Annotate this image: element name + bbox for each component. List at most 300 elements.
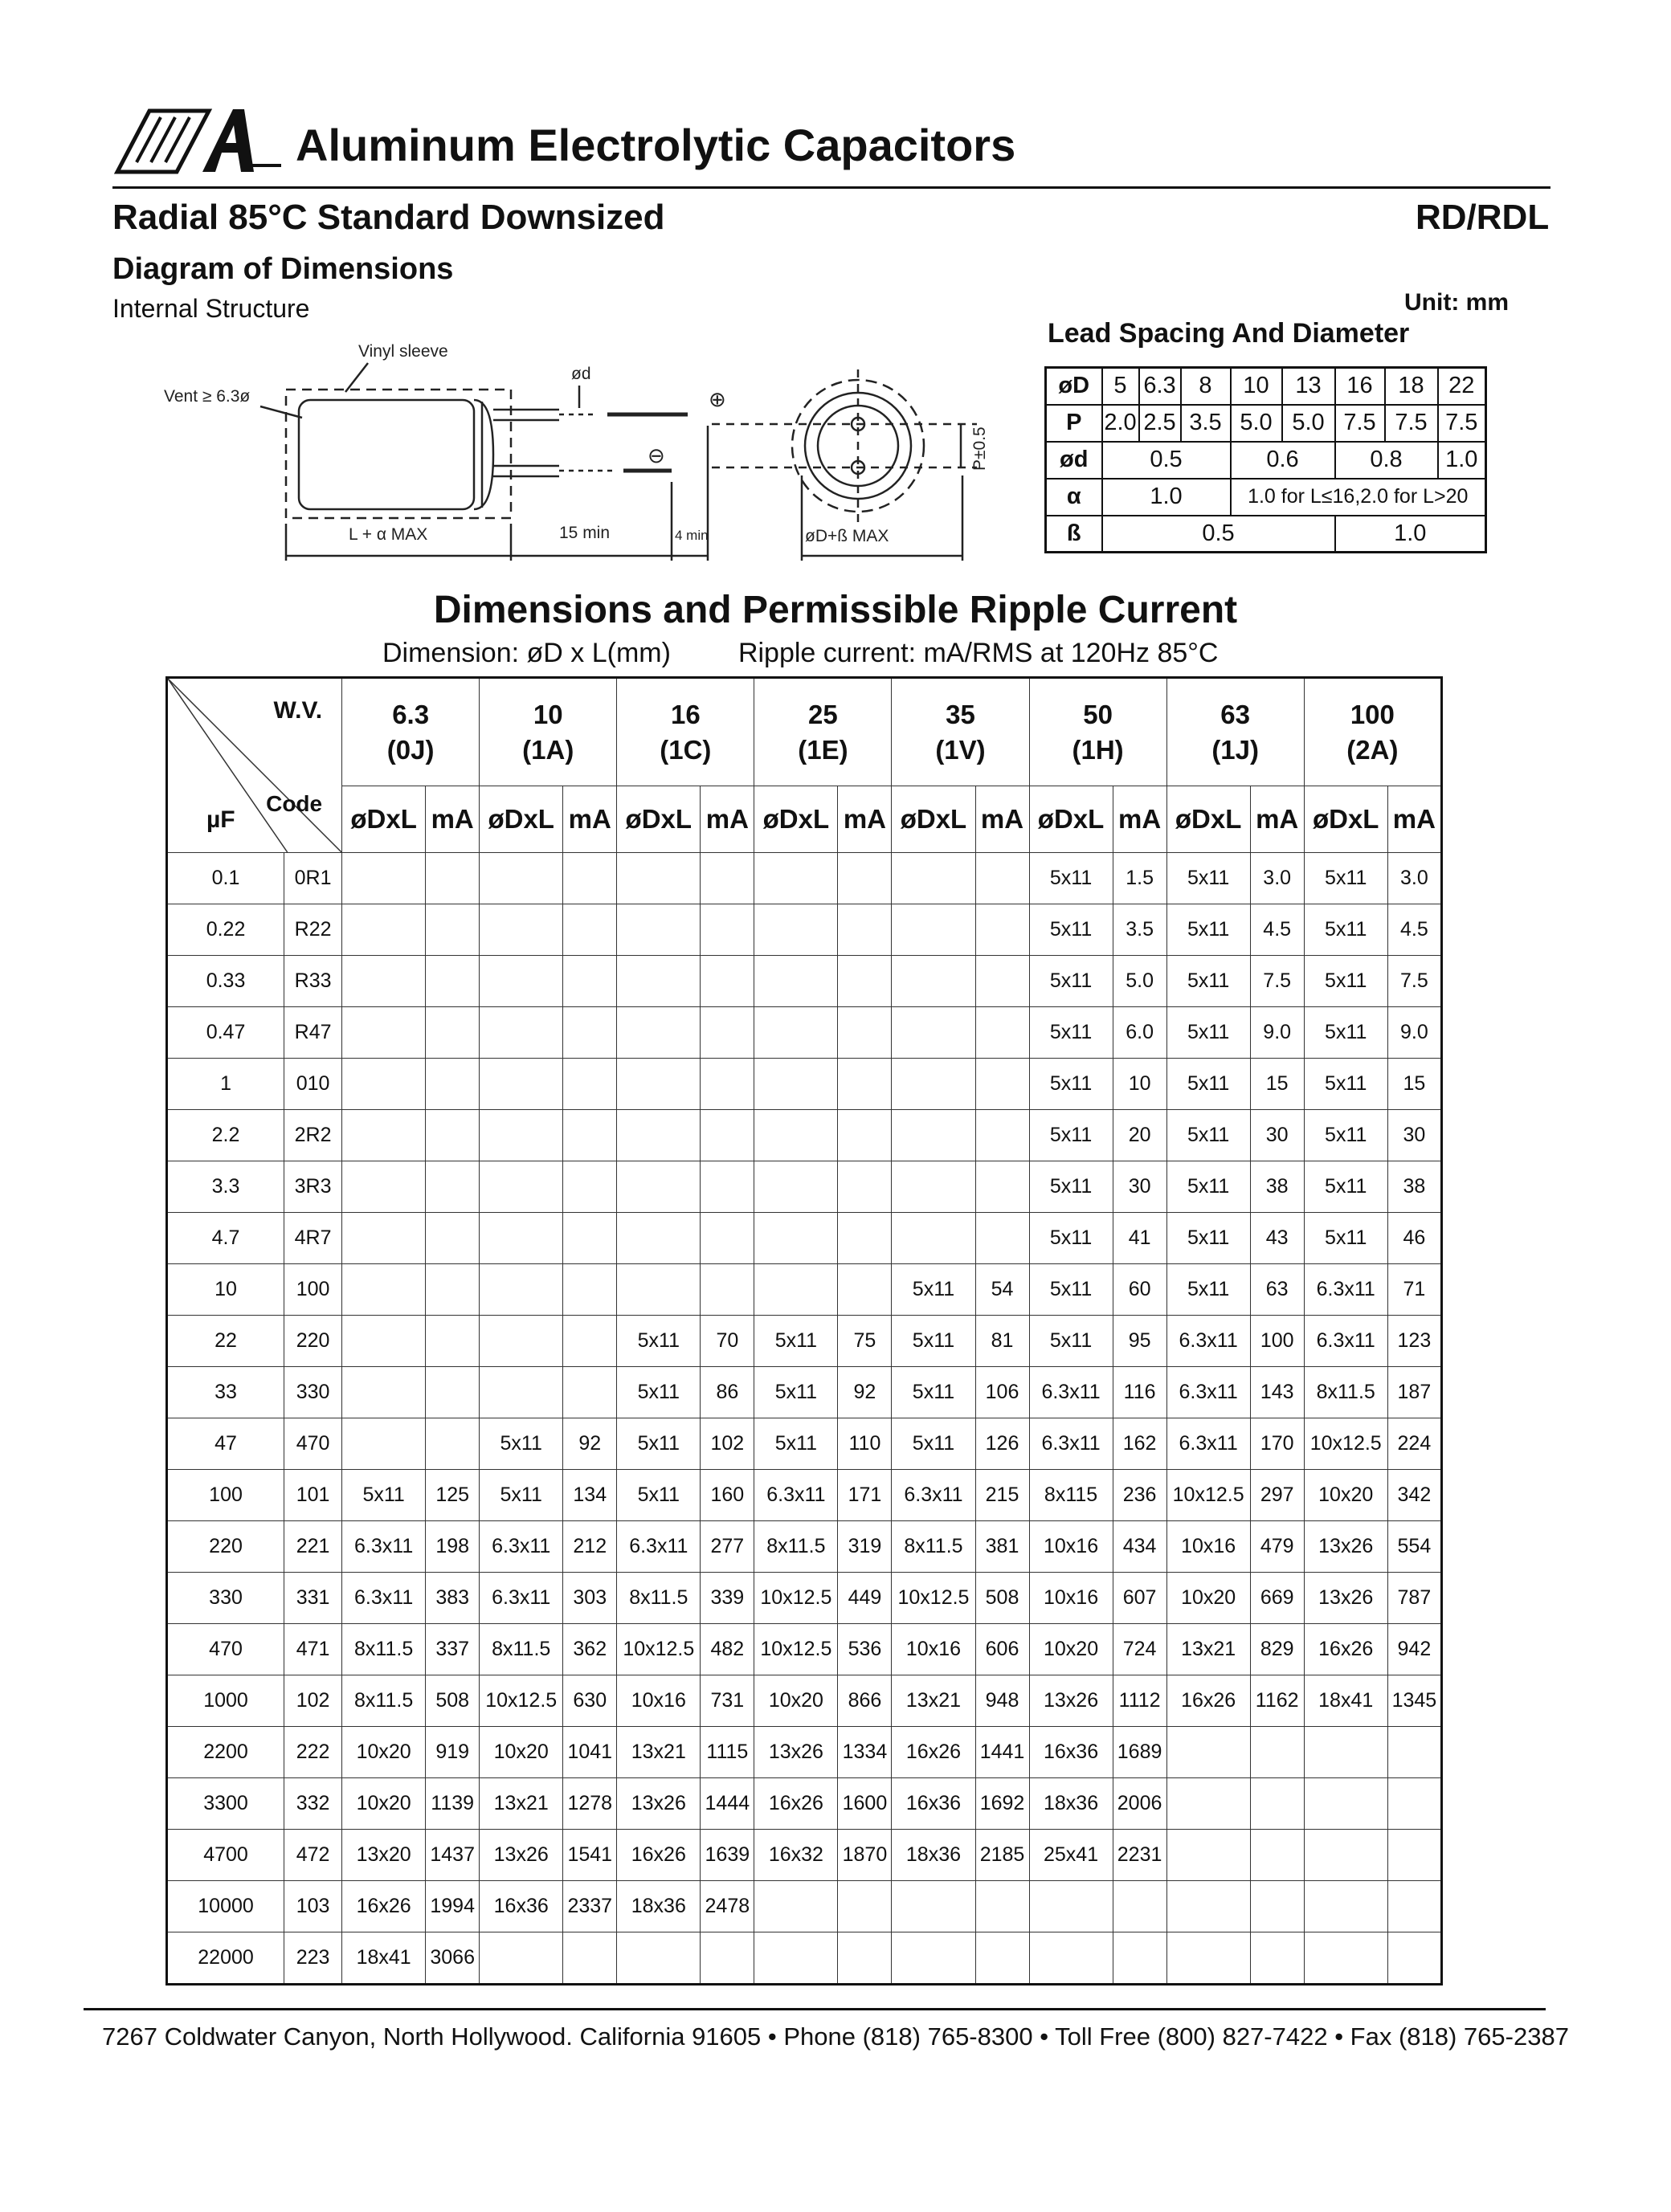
ripple-cell: 75 xyxy=(838,1316,892,1367)
capacitance-cell: 2.2 xyxy=(167,1110,284,1161)
dimension-cell: 13x26 xyxy=(480,1830,563,1881)
ripple-cell xyxy=(701,1161,754,1213)
lead-spacing-table xyxy=(1044,366,1487,553)
subheader-row xyxy=(167,786,1442,853)
ripple-cell xyxy=(426,1110,480,1161)
ripple-cell xyxy=(563,1932,617,1985)
dimension-cell xyxy=(892,1881,975,1932)
dimension-cell: 16x26 xyxy=(1304,1624,1387,1675)
dimension-cell xyxy=(754,853,838,904)
dimension-cell: 13x20 xyxy=(342,1830,426,1881)
capacitance-cell: 330 xyxy=(167,1573,284,1624)
table-row xyxy=(167,1573,1442,1624)
table-row xyxy=(167,1161,1442,1213)
dimension-cell: 10x16 xyxy=(892,1624,975,1675)
footer-address: 7267 Coldwater Canyon, North Hollywood. California 91605 • Phone (818) 765-8300 • Toll Free (800) 827-7422 • Fax (818) 765-2387 xyxy=(102,2022,1569,2051)
dimension-cell: 10x16 xyxy=(1029,1573,1113,1624)
dimension-cell: 6.3x11 xyxy=(480,1573,563,1624)
ma-subheader: mA xyxy=(1387,786,1441,853)
minus-terminal-icon: ⊖ xyxy=(648,443,665,467)
dimension-cell xyxy=(480,1059,563,1110)
table-row xyxy=(167,956,1442,1007)
capacitance-cell: 3300 xyxy=(167,1778,284,1830)
table-row xyxy=(167,904,1442,956)
dimension-cell: 16x26 xyxy=(754,1778,838,1830)
dimension-cell: 16x36 xyxy=(480,1881,563,1932)
dimension-cell: 18x36 xyxy=(617,1881,701,1932)
dimension-cell: 8x11.5 xyxy=(617,1573,701,1624)
ripple-cell xyxy=(701,1059,754,1110)
ripple-cell: 1162 xyxy=(1250,1675,1304,1727)
dimension-cell xyxy=(892,853,975,904)
dimension-cell: 13x21 xyxy=(617,1727,701,1778)
ripple-cell: 134 xyxy=(563,1470,617,1521)
ripple-cell: 787 xyxy=(1387,1573,1441,1624)
ripple-cell: 342 xyxy=(1387,1470,1441,1521)
capacitance-cell: 47 xyxy=(167,1418,284,1470)
ripple-cell: 4.5 xyxy=(1250,904,1304,956)
capacitance-cell: 0.1 xyxy=(167,853,284,904)
dimension-cell: 13x26 xyxy=(754,1727,838,1778)
dimension-cell xyxy=(892,1110,975,1161)
ripple-cell xyxy=(701,1932,754,1985)
ripple-cell: 381 xyxy=(975,1521,1029,1573)
ripple-cell: 215 xyxy=(975,1470,1029,1521)
corner-code-label: Code xyxy=(266,791,323,816)
ripple-cell xyxy=(563,1059,617,1110)
ripple-cell xyxy=(426,853,480,904)
ripple-cell: 126 xyxy=(975,1418,1029,1470)
code-cell: 101 xyxy=(284,1470,342,1521)
dimension-cell xyxy=(480,1367,563,1418)
lead-table-title: Lead Spacing And Diameter xyxy=(1048,318,1410,349)
dimension-cell: 18x36 xyxy=(892,1830,975,1881)
internal-structure-label: Internal Structure xyxy=(112,294,310,323)
ripple-cell xyxy=(701,853,754,904)
ripple-cell xyxy=(701,1007,754,1059)
lead-row-alpha xyxy=(1046,479,1486,516)
ripple-cell: 162 xyxy=(1113,1418,1166,1470)
ripple-cell: 1600 xyxy=(838,1778,892,1830)
ripple-cell: 1689 xyxy=(1113,1727,1166,1778)
dimension-cell: 5x11 xyxy=(1029,1059,1113,1110)
dimension-cell: 13x26 xyxy=(1029,1675,1113,1727)
ripple-cell: 70 xyxy=(701,1316,754,1367)
lead-row-label: ß xyxy=(1046,516,1102,553)
dimension-cell: 8x11.5 xyxy=(892,1521,975,1573)
ripple-cell: 125 xyxy=(426,1470,480,1521)
dimension-cell: 5x11 xyxy=(1029,1007,1113,1059)
dimension-cell xyxy=(754,904,838,956)
ripple-cell xyxy=(1250,1881,1304,1932)
lead-row-label: ød xyxy=(1046,442,1102,479)
dimension-cell: 5x11 xyxy=(754,1316,838,1367)
dimension-cell: 18x41 xyxy=(342,1932,426,1985)
header-rule xyxy=(112,186,1550,189)
dim-subheader: øDxL xyxy=(480,786,563,853)
page-title: Aluminum Electrolytic Capacitors xyxy=(296,120,1016,170)
dimension-cell xyxy=(617,1264,701,1316)
ripple-cell xyxy=(838,1264,892,1316)
ripple-cell: 100 xyxy=(1250,1316,1304,1367)
dimension-cell xyxy=(617,1059,701,1110)
voltage-code: (1E) xyxy=(798,734,848,765)
dimension-cell: 5x11 xyxy=(1304,1213,1387,1264)
lead-cell: 2.0 xyxy=(1102,405,1139,442)
lead-cell: 13 xyxy=(1282,368,1335,405)
capacitance-cell: 0.47 xyxy=(167,1007,284,1059)
voltage-header xyxy=(1029,678,1166,786)
ripple-cell: 508 xyxy=(426,1675,480,1727)
lead-row-label: α xyxy=(1046,479,1102,516)
lead-row-pitch xyxy=(1046,405,1486,442)
voltage-value: 63 xyxy=(1220,699,1251,729)
dimension-cell xyxy=(892,956,975,1007)
lead-cell: 16 xyxy=(1335,368,1385,405)
ripple-cell xyxy=(975,904,1029,956)
ripple-cell: 15 xyxy=(1387,1059,1441,1110)
lead-cell: 0.5 xyxy=(1102,516,1335,553)
lead-diameter-label: ød xyxy=(571,365,591,383)
ripple-cell: 2006 xyxy=(1113,1778,1166,1830)
dimension-cell xyxy=(617,1932,701,1985)
ma-subheader: mA xyxy=(975,786,1029,853)
ripple-cell xyxy=(838,1007,892,1059)
ripple-cell: 2231 xyxy=(1113,1830,1166,1881)
dimension-cell: 10x12.5 xyxy=(1166,1470,1250,1521)
dimension-cell xyxy=(754,1059,838,1110)
ripple-cell xyxy=(563,956,617,1007)
dimension-cell xyxy=(480,956,563,1007)
lead-cell: 7.5 xyxy=(1385,405,1438,442)
ripple-cell: 4.5 xyxy=(1387,904,1441,956)
voltage-value: 6.3 xyxy=(392,699,430,729)
ripple-cell: 482 xyxy=(701,1624,754,1675)
dimension-cell: 5x11 xyxy=(480,1470,563,1521)
table-row xyxy=(167,1316,1442,1367)
ripple-cell: 1994 xyxy=(426,1881,480,1932)
lead-cell: 6.3 xyxy=(1139,368,1181,405)
ripple-cell: 434 xyxy=(1113,1521,1166,1573)
dimension-cell: 6.3x11 xyxy=(1166,1367,1250,1418)
dimension-cell xyxy=(480,1213,563,1264)
ripple-cell: 15 xyxy=(1250,1059,1304,1110)
table-row xyxy=(167,1675,1442,1727)
ripple-cell xyxy=(563,1110,617,1161)
lead-row-diameter xyxy=(1046,368,1486,405)
ripple-cell: 1692 xyxy=(975,1778,1029,1830)
dimension-cell xyxy=(1166,1932,1250,1985)
voltage-code: (2A) xyxy=(1346,734,1399,765)
code-cell: 0R1 xyxy=(284,853,342,904)
code-cell: 330 xyxy=(284,1367,342,1418)
ripple-cell: 86 xyxy=(701,1367,754,1418)
dimension-cell: 8x11.5 xyxy=(754,1521,838,1573)
dimension-cell: 5x11 xyxy=(1166,1059,1250,1110)
ripple-cell: 3.0 xyxy=(1387,853,1441,904)
lead-cell: 5.0 xyxy=(1282,405,1335,442)
dimension-cell: 16x26 xyxy=(892,1727,975,1778)
dimension-cell: 5x11 xyxy=(1304,904,1387,956)
ripple-cell: 7.5 xyxy=(1250,956,1304,1007)
dimension-cell: 16x26 xyxy=(342,1881,426,1932)
voltage-code: (1V) xyxy=(935,734,986,765)
dimension-cell: 5x11 xyxy=(754,1418,838,1470)
dimension-cell xyxy=(754,1110,838,1161)
dimension-cell: 5x11 xyxy=(1304,1059,1387,1110)
dimension-cell: 5x11 xyxy=(754,1367,838,1418)
ripple-cell xyxy=(975,1932,1029,1985)
ripple-cell: 2478 xyxy=(701,1881,754,1932)
ripple-cell xyxy=(563,853,617,904)
voltage-header xyxy=(892,678,1029,786)
dimension-cell: 5x11 xyxy=(1304,1110,1387,1161)
voltage-code: (0J) xyxy=(386,734,435,765)
dimension-cell: 10x16 xyxy=(617,1675,701,1727)
ripple-cell: 1041 xyxy=(563,1727,617,1778)
ripple-cell: 7.5 xyxy=(1387,956,1441,1007)
ripple-cell: 1278 xyxy=(563,1778,617,1830)
ripple-cell xyxy=(975,1161,1029,1213)
dimension-cell: 5x11 xyxy=(1166,904,1250,956)
ripple-cell: 479 xyxy=(1250,1521,1304,1573)
dimension-cell: 5x11 xyxy=(892,1264,975,1316)
dimension-cell: 8x11.5 xyxy=(1304,1367,1387,1418)
dimension-cell xyxy=(342,1367,426,1418)
lead-cell: 1.0 xyxy=(1335,516,1486,553)
dimension-cell: 16x26 xyxy=(617,1830,701,1881)
ripple-cell: 81 xyxy=(975,1316,1029,1367)
code-cell: 102 xyxy=(284,1675,342,1727)
ripple-cell: 71 xyxy=(1387,1264,1441,1316)
dimension-cell xyxy=(480,853,563,904)
ripple-cell xyxy=(563,1316,617,1367)
ripple-cell: 554 xyxy=(1387,1521,1441,1573)
dim-subheader: øDxL xyxy=(617,786,701,853)
dimension-cell: 10x20 xyxy=(342,1727,426,1778)
dimension-cell: 5x11 xyxy=(617,1367,701,1418)
ripple-cell xyxy=(838,1059,892,1110)
dimension-cell: 13x26 xyxy=(1304,1521,1387,1573)
dimension-cell xyxy=(754,1881,838,1932)
capacitance-cell: 0.33 xyxy=(167,956,284,1007)
capacitance-cell: 4700 xyxy=(167,1830,284,1881)
code-cell: 471 xyxy=(284,1624,342,1675)
ripple-cell xyxy=(1250,1830,1304,1881)
ripple-cell xyxy=(701,1110,754,1161)
dimension-cell xyxy=(480,1007,563,1059)
ripple-cell: 337 xyxy=(426,1624,480,1675)
capacitance-cell: 33 xyxy=(167,1367,284,1418)
ripple-cell xyxy=(975,853,1029,904)
dimension-cell: 5x11 xyxy=(1166,1007,1250,1059)
diagram-title: Diagram of Dimensions xyxy=(112,252,454,286)
table-row xyxy=(167,853,1442,904)
lead-cell: 0.5 xyxy=(1102,442,1231,479)
voltage-value: 10 xyxy=(533,699,563,729)
ripple-cell: 171 xyxy=(838,1470,892,1521)
dimension-cell xyxy=(754,1264,838,1316)
ripple-cell: 38 xyxy=(1250,1161,1304,1213)
ripple-cell: 606 xyxy=(975,1624,1029,1675)
ripple-cell xyxy=(838,1932,892,1985)
dimension-cell: 10x12.5 xyxy=(754,1624,838,1675)
ripple-cell xyxy=(563,1213,617,1264)
ripple-cell: 866 xyxy=(838,1675,892,1727)
ma-subheader: mA xyxy=(426,786,480,853)
code-cell: R22 xyxy=(284,904,342,956)
voltage-value: 35 xyxy=(946,699,975,729)
voltage-code: (1J) xyxy=(1211,734,1259,765)
ripple-cell xyxy=(1113,1932,1166,1985)
dimension-cell: 8x11.5 xyxy=(480,1624,563,1675)
ripple-cell: 630 xyxy=(563,1675,617,1727)
dimension-cell xyxy=(1166,1881,1250,1932)
dimension-cell xyxy=(342,1110,426,1161)
dimension-cell: 5x11 xyxy=(1166,853,1250,904)
dimension-cell: 25x41 xyxy=(1029,1830,1113,1881)
ripple-cell xyxy=(838,1161,892,1213)
ripple-cell xyxy=(975,1213,1029,1264)
dimension-cell: 5x11 xyxy=(1029,1110,1113,1161)
lead-cell: 7.5 xyxy=(1335,405,1385,442)
table-row xyxy=(167,1624,1442,1675)
dimension-cell: 6.3x11 xyxy=(617,1521,701,1573)
dimension-cell xyxy=(617,904,701,956)
ripple-section-title: Dimensions and Permissible Ripple Current xyxy=(433,589,1238,631)
dimension-cell: 6.3x11 xyxy=(1029,1367,1113,1418)
ripple-cell: 508 xyxy=(975,1573,1029,1624)
dimension-cell xyxy=(892,1059,975,1110)
ripple-cell xyxy=(975,956,1029,1007)
ripple-cell xyxy=(1250,1727,1304,1778)
dimension-cell xyxy=(342,853,426,904)
code-cell: 220 xyxy=(284,1316,342,1367)
voltage-header xyxy=(754,678,892,786)
dimension-cell xyxy=(892,1213,975,1264)
dimension-cell: 5x11 xyxy=(1166,1161,1250,1213)
ripple-cell: 6.0 xyxy=(1113,1007,1166,1059)
code-cell: 222 xyxy=(284,1727,342,1778)
table-row xyxy=(167,1059,1442,1110)
voltage-header xyxy=(480,678,617,786)
dimension-cell: 5x11 xyxy=(1029,1213,1113,1264)
ripple-cell xyxy=(838,904,892,956)
dimension-cell xyxy=(617,1007,701,1059)
lead-4min-label: 4 min xyxy=(675,528,709,543)
ripple-cell: 362 xyxy=(563,1624,617,1675)
dimension-cell: 5x11 xyxy=(1166,1110,1250,1161)
corner-uf-label: µF xyxy=(206,806,235,833)
ma-subheader: mA xyxy=(563,786,617,853)
dimension-cell: 10x12.5 xyxy=(892,1573,975,1624)
dimension-cell: 18x36 xyxy=(1029,1778,1113,1830)
dimension-cell xyxy=(480,1161,563,1213)
dimension-cell xyxy=(754,1932,838,1985)
lead-row-lead-diameter xyxy=(1046,442,1486,479)
dimension-cell: 5x11 xyxy=(1166,956,1250,1007)
ripple-cell: 3.0 xyxy=(1250,853,1304,904)
dimension-cell xyxy=(480,904,563,956)
dimension-cell xyxy=(892,904,975,956)
ripple-cell: 160 xyxy=(701,1470,754,1521)
ripple-cell: 60 xyxy=(1113,1264,1166,1316)
ripple-cell xyxy=(838,956,892,1007)
table-corner-cell xyxy=(167,678,342,853)
company-logo xyxy=(112,106,281,177)
dimension-cell xyxy=(617,1110,701,1161)
dimension-cell xyxy=(754,1007,838,1059)
ripple-cell xyxy=(975,1110,1029,1161)
dimension-cell xyxy=(1166,1727,1250,1778)
ripple-cell: 919 xyxy=(426,1727,480,1778)
ripple-cell: 669 xyxy=(1250,1573,1304,1624)
ripple-cell: 38 xyxy=(1387,1161,1441,1213)
capacitance-cell: 22 xyxy=(167,1316,284,1367)
capacitance-cell: 3.3 xyxy=(167,1161,284,1213)
ma-subheader: mA xyxy=(1113,786,1166,853)
ripple-cell: 224 xyxy=(1387,1418,1441,1470)
ma-subheader: mA xyxy=(838,786,892,853)
ripple-cell xyxy=(838,1881,892,1932)
dimension-cell: 16x36 xyxy=(892,1778,975,1830)
dimension-cell: 8x115 xyxy=(1029,1470,1113,1521)
ripple-cell: 1.5 xyxy=(1113,853,1166,904)
dimension-cell xyxy=(892,1161,975,1213)
ripple-table-body xyxy=(167,853,1442,1985)
dimension-cell: 5x11 xyxy=(1304,853,1387,904)
dim-subheader: øDxL xyxy=(342,786,426,853)
ripple-cell: 9.0 xyxy=(1250,1007,1304,1059)
ma-subheader: mA xyxy=(701,786,754,853)
ripple-cell xyxy=(426,1213,480,1264)
ripple-cell: 110 xyxy=(838,1418,892,1470)
ripple-cell xyxy=(701,1264,754,1316)
ripple-cell xyxy=(426,1007,480,1059)
table-row xyxy=(167,1367,1442,1418)
dimension-cell: 10x16 xyxy=(1166,1521,1250,1573)
dimension-cell: 6.3x11 xyxy=(342,1521,426,1573)
ripple-cell xyxy=(1387,1830,1441,1881)
ripple-cell: 3.5 xyxy=(1113,904,1166,956)
ripple-cell: 1112 xyxy=(1113,1675,1166,1727)
dimension-cell: 10x20 xyxy=(342,1778,426,1830)
table-row xyxy=(167,1007,1442,1059)
lead-cell: 0.8 xyxy=(1335,442,1438,479)
dimension-cell: 6.3x11 xyxy=(1304,1264,1387,1316)
dimension-cell xyxy=(342,1316,426,1367)
voltage-header xyxy=(617,678,754,786)
dimension-cell xyxy=(342,1213,426,1264)
ripple-cell: 212 xyxy=(563,1521,617,1573)
voltage-header xyxy=(1166,678,1304,786)
lead-row-label: P xyxy=(1046,405,1102,442)
dimension-cell xyxy=(342,1007,426,1059)
ripple-cell: 143 xyxy=(1250,1367,1304,1418)
lead-cell: 10 xyxy=(1231,368,1282,405)
capacitance-cell: 470 xyxy=(167,1624,284,1675)
dimension-cell xyxy=(342,956,426,1007)
dimension-cell xyxy=(892,1932,975,1985)
capacitance-cell: 22000 xyxy=(167,1932,284,1985)
ripple-cell xyxy=(426,1316,480,1367)
code-cell: R33 xyxy=(284,956,342,1007)
lead-cell: 18 xyxy=(1385,368,1438,405)
dimension-cell xyxy=(480,1264,563,1316)
dimension-cell xyxy=(342,1059,426,1110)
lead-cell: 3.5 xyxy=(1181,405,1231,442)
ripple-cell xyxy=(1250,1778,1304,1830)
